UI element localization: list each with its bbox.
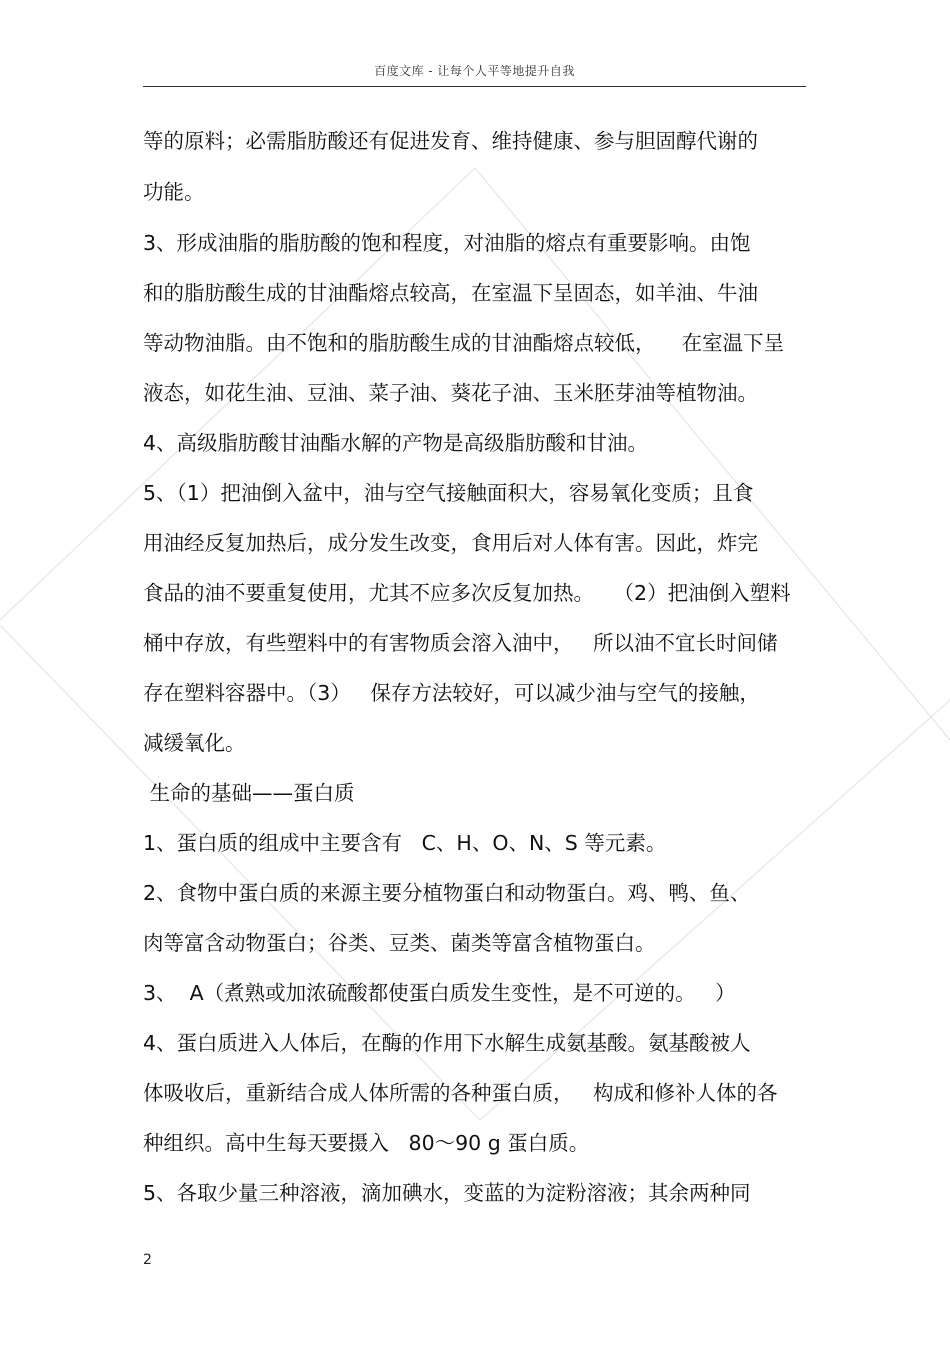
text-line: 食品的油不要重复使用，尤其不应多次反复加热。 （2）把油倒入塑料 bbox=[143, 581, 791, 605]
text-line: 3、 A（煮熟或加浓硫酸都使蛋白质发生变性，是不可逆的。 ） bbox=[143, 981, 736, 1005]
text-line: 等的原料；必需脂肪酸还有促进发育、维持健康、参与胆固醇代谢的 bbox=[143, 129, 758, 153]
text-line: 等动物油脂。由不饱和的脂肪酸生成的甘油酯熔点较低， 在室温下呈 bbox=[143, 331, 785, 355]
text-line: 和的脂肪酸生成的甘油酯熔点较高，在室温下呈固态，如羊油、牛油 bbox=[143, 281, 758, 305]
text-line: 减缓氧化。 bbox=[143, 731, 246, 755]
text-line: 5、各取少量三种溶液，滴加碘水，变蓝的为淀粉溶液；其余两种同 bbox=[143, 1181, 751, 1205]
text-line: 体吸收后，重新结合成人体所需的各种蛋白质， 构成和修补人体的各 bbox=[143, 1081, 778, 1105]
text-line: 用油经反复加热后，成分发生改变，食用后对人体有害。因此，炸完 bbox=[143, 531, 758, 555]
page-header: 百度文库 - 让每个人平等地提升自我 bbox=[374, 64, 575, 78]
section-heading: 生命的基础——蛋白质 bbox=[143, 781, 355, 805]
text-line: 存在塑料容器中。（3） 保存方法较好，可以减少油与空气的接触， bbox=[143, 681, 760, 705]
text-line: 1、蛋白质的组成中主要含有 C、H、O、N、S 等元素。 bbox=[143, 831, 667, 855]
text-line: 4、高级脂肪酸甘油酯水解的产物是高级脂肪酸和甘油。 bbox=[143, 431, 649, 455]
text-line: 液态，如花生油、豆油、菜子油、葵花子油、玉米胚芽油等植物油。 bbox=[143, 381, 758, 405]
text-line: 5、（1）把油倒入盆中，油与空气接触面积大，容易氧化变质；且食 bbox=[143, 481, 754, 505]
text-line: 3、形成油脂的脂肪酸的饱和程度，对油脂的熔点有重要影响。由饱 bbox=[143, 231, 751, 255]
text-line: 4、蛋白质进入人体后，在酶的作用下水解生成氨基酸。氨基酸被人 bbox=[143, 1031, 751, 1055]
text-line: 桶中存放，有些塑料中的有害物质会溶入油中， 所以油不宜长时间储 bbox=[143, 631, 778, 655]
text-line: 种组织。高中生每天要摄入 80～90 g 蛋白质。 bbox=[143, 1131, 590, 1155]
header-rule bbox=[143, 86, 806, 87]
text-line: 2、食物中蛋白质的来源主要分植物蛋白和动物蛋白。鸡、鸭、鱼、 bbox=[143, 881, 751, 905]
text-line: 功能。 bbox=[143, 180, 205, 204]
page-number: 2 bbox=[143, 1252, 152, 1268]
text-line: 肉等富含动物蛋白；谷类、豆类、菌类等富含植物蛋白。 bbox=[143, 931, 656, 955]
